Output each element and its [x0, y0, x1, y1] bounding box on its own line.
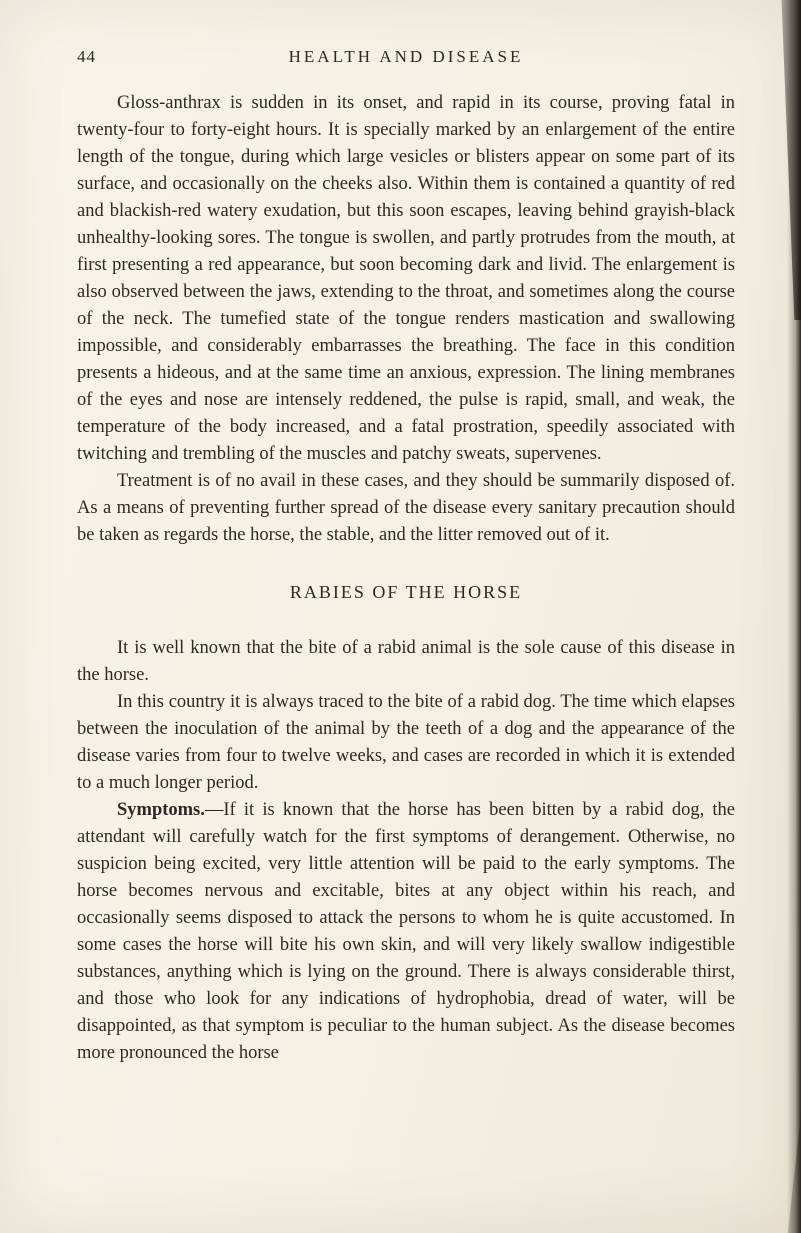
paragraph-treatment: Treatment is of no avail in these cases, and they should be summarily disposed of. As a means of preventing further spread of the disease every sanitary precaution should be taken as regards the horse, the stable, and the litter removed out of it. [77, 471, 735, 545]
page-text-block [77, 90, 735, 1067]
scan-shadow-bottom-right [779, 1113, 801, 1233]
scan-shadow-top-right [771, 0, 801, 320]
paragraph-gloss-anthrax: Gloss-anthrax is sudden in its onset, and rapid in its course, proving fatal in twenty-four to forty-eight hours. It is specially marked by an enlargement of the entire length of the tongue, during which large vesicles or blisters appear on some part of its surface, and occasionally on the cheeks also. Within them is contained a quantity of red and blackish-red watery exudation, but this soon escapes, leaving behind grayish-black unhealthy-looking sores. The tongue is swollen, and partly protrudes from the mouth, at first presenting a red appearance, but soon becoming dark and livid. The enlargement is also observed between the jaws, extending to the throat, and sometimes along the course of the neck. The tumefied state of the tongue renders mastication and swallowing impossible, and considerably embarrasses the breathing. The face in this condition presents a hideous, and at the same time an anxious, expression. The lining membranes of the eyes and nose are intensely reddened, the pulse is rapid, small, and weak, the temperature of the body increased, and a fatal prostration, speedily associated with twitching and trembling of the muscles and patchy sweats, supervenes. [77, 93, 735, 464]
paragraph-rabies-incubation: In this country it is always traced to the bite of a rabid dog. The time which elapses between the inoculation of the animal by the teeth of a dog and the appearance of the disease varies from four to twelve weeks, and cases are recorded in which it is extended to a much longer period. [77, 692, 735, 793]
page-number: 44 [77, 47, 96, 66]
scan-shadow-right-edge [787, 0, 801, 1233]
running-head [77, 47, 735, 71]
section-heading-rabies: RABIES OF THE HORSE [289, 582, 523, 602]
symptoms-text: —If it is known that the horse has been bitten by a rabid dog, the attendant will carefully watch for the first symptoms of derangement. Otherwise, no suspicion being excited, very little attention will be paid to the early symptoms. The horse becomes nervous and excitable, bites at any object within his reach, and occasionally seems disposed to attack the persons to whom he is quite accustomed. In some cases the horse will bite his own skin, and will very likely swallow indigestible substances, anything which is lying on the ground. There is always considerable thirst, and those who look for any indications of hydrophobia, dread of water, will be disappointed, as that symptom is peculiar to the human subject. As the disease becomes more pronounced the horse [77, 800, 735, 1063]
paragraph-rabies-cause: It is well known that the bite of a rabid animal is the sole cause of this disease in the horse. [77, 638, 735, 685]
running-title: HEALTH AND DISEASE [288, 47, 524, 66]
paragraph-symptoms [77, 797, 735, 1067]
symptoms-label: Symptoms. [117, 800, 205, 820]
